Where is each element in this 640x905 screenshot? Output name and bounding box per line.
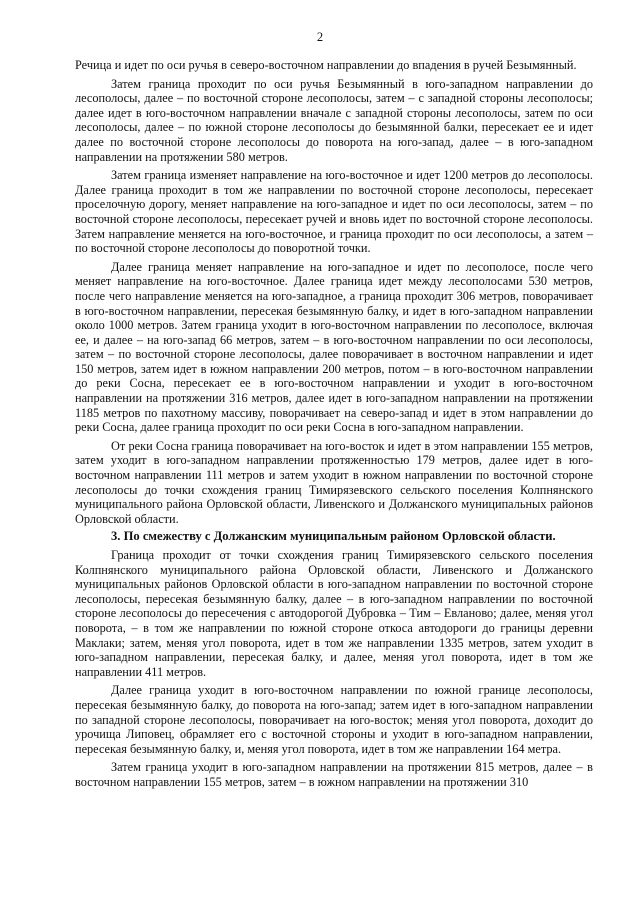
paragraph: От реки Сосна граница поворачивает на юго-восток и идет в этом направлении 155 метров, затем уходит в юго-западном направлении протяженностью 179 метров, далее идет в юго-восточном направлении 111 метров и затем уходит в южном направлении по восточной стороне лесополосы до точки схождения границ Тимирязевского сельского поселения Колпнянского муниципального района Орловской области, Ливенского и Должанского муниципальных районов Орловской области. <box>75 438 593 526</box>
paragraph: Далее граница уходит в юго-восточном направлении по южной границе лесополосы, пересекая безымянную балку, до поворота на юго-запад; затем идет в юго-западном направлении по западной стороне лесополосы, поворачивает на юго-восток; меняя угол поворота, доходит до урочища Липовец, обрамляет его с восточной стороны и уходит в юго-западном направлении, пересекая безымянную балку, и, меняя угол поворота, идет в том же направлении 164 метра. <box>75 683 593 756</box>
paragraph: Затем граница изменяет направление на юго-восточное и идет 1200 метров до лесополосы. Далее граница проходит в том же направлении по восточной стороне лесополосы, пересекает проселочную дорогу, меняет направление на юго-западное и идет по оси лесополосы, затем – по восточной стороне лесополосы, пересекает ручей и вновь идет по восточной стороне лесополосы. Затем направление меняется на юго-восточное, и граница проходит по оси лесополосы, а затем – по восточной стороне лесополосы до поворотной точки. <box>75 168 593 256</box>
paragraph: Далее граница меняет направление на юго-западное и идет по лесополосе, после чего меняет направление на юго-восточное. Далее граница идет между лесополосами 530 метров, после чего направление меняется на юго-западное, а граница проходит 306 метров, поворачивает в юго-восточном направлении, пересекая безымянную балку, и идет в юго-западном направлении около 1000 метров. Затем граница уходит в юго-восточном направлении по лесополосе, включая ее, и далее – на юго-запад 66 метров, затем – в юго-восточном направлении по оси лесополосы, затем – по восточной стороне лесополосы, далее поворачивает в восточном направлении и идет 150 метров, затем идет в южном направлении 200 метров, потом – в юго-восточном направлении до реки Сосна, пересекает ее в юго-восточном направлении и уходит в юго-восточном направлении на протяжении 316 метров, далее идет в юго-западном направлении на протяжении 1185 метров по пахотному массиву, поворачивает на северо-запад и идет в этом направлении до реки Сосна, далее граница проходит по оси реки Сосна в юго-западном направлении. <box>75 259 593 435</box>
paragraph: Речица и идет по оси ручья в северо-восточном направлении до впадения в ручей Безымянный. <box>75 58 577 72</box>
page-number: 2 <box>316 30 324 44</box>
section-heading: 3. По смежеству с Должанским муниципальным районом Орловской области. <box>111 529 556 544</box>
paragraph: Затем граница уходит в юго-западном направлении на протяжении 815 метров, далее – в восточном направлении 155 метров, затем – в южном направлении на протяжении 310 <box>75 760 593 789</box>
paragraph: Граница проходит от точки схождения границ Тимирязевского сельского поселения Колпнянского муниципального района Орловской области, Ливенского и Должанского муниципальных районов Орловской области в юго-западном направлении по восточной стороне лесополосы, пересекая безымянную балку, далее – в юго-западном направлении по восточной стороне лесополосы до пересечения с автодорогой Дубровка – Тим – Евланово; далее, меняя угол поворота, – в том же направлении по южной стороне откоса автодороги до границы деревни Маклаки; затем, меняя угол поворота, идет в том же направлении 1335 метров, затем уходит в юго-западном направлении, пересекая балку, и далее, меняя угол поворота, идет в том же направлении 411 метров. <box>75 548 593 679</box>
paragraph: Затем граница проходит по оси ручья Безымянный в юго-западном направлении до лесополосы, далее – по восточной стороне лесополосы, затем – с западной стороны лесополосы; далее идет в юго-восточном направлении вначале с западной стороны лесополосы, затем по оси лесополосы, далее – по южной стороне лесополосы до безымянной балки, пересекает ее и идет далее по восточной стороне лесополосы до поворота на юго-запад, далее – в юго-западном направлении на протяжении 580 метров. <box>75 76 593 164</box>
document-body <box>75 58 593 790</box>
